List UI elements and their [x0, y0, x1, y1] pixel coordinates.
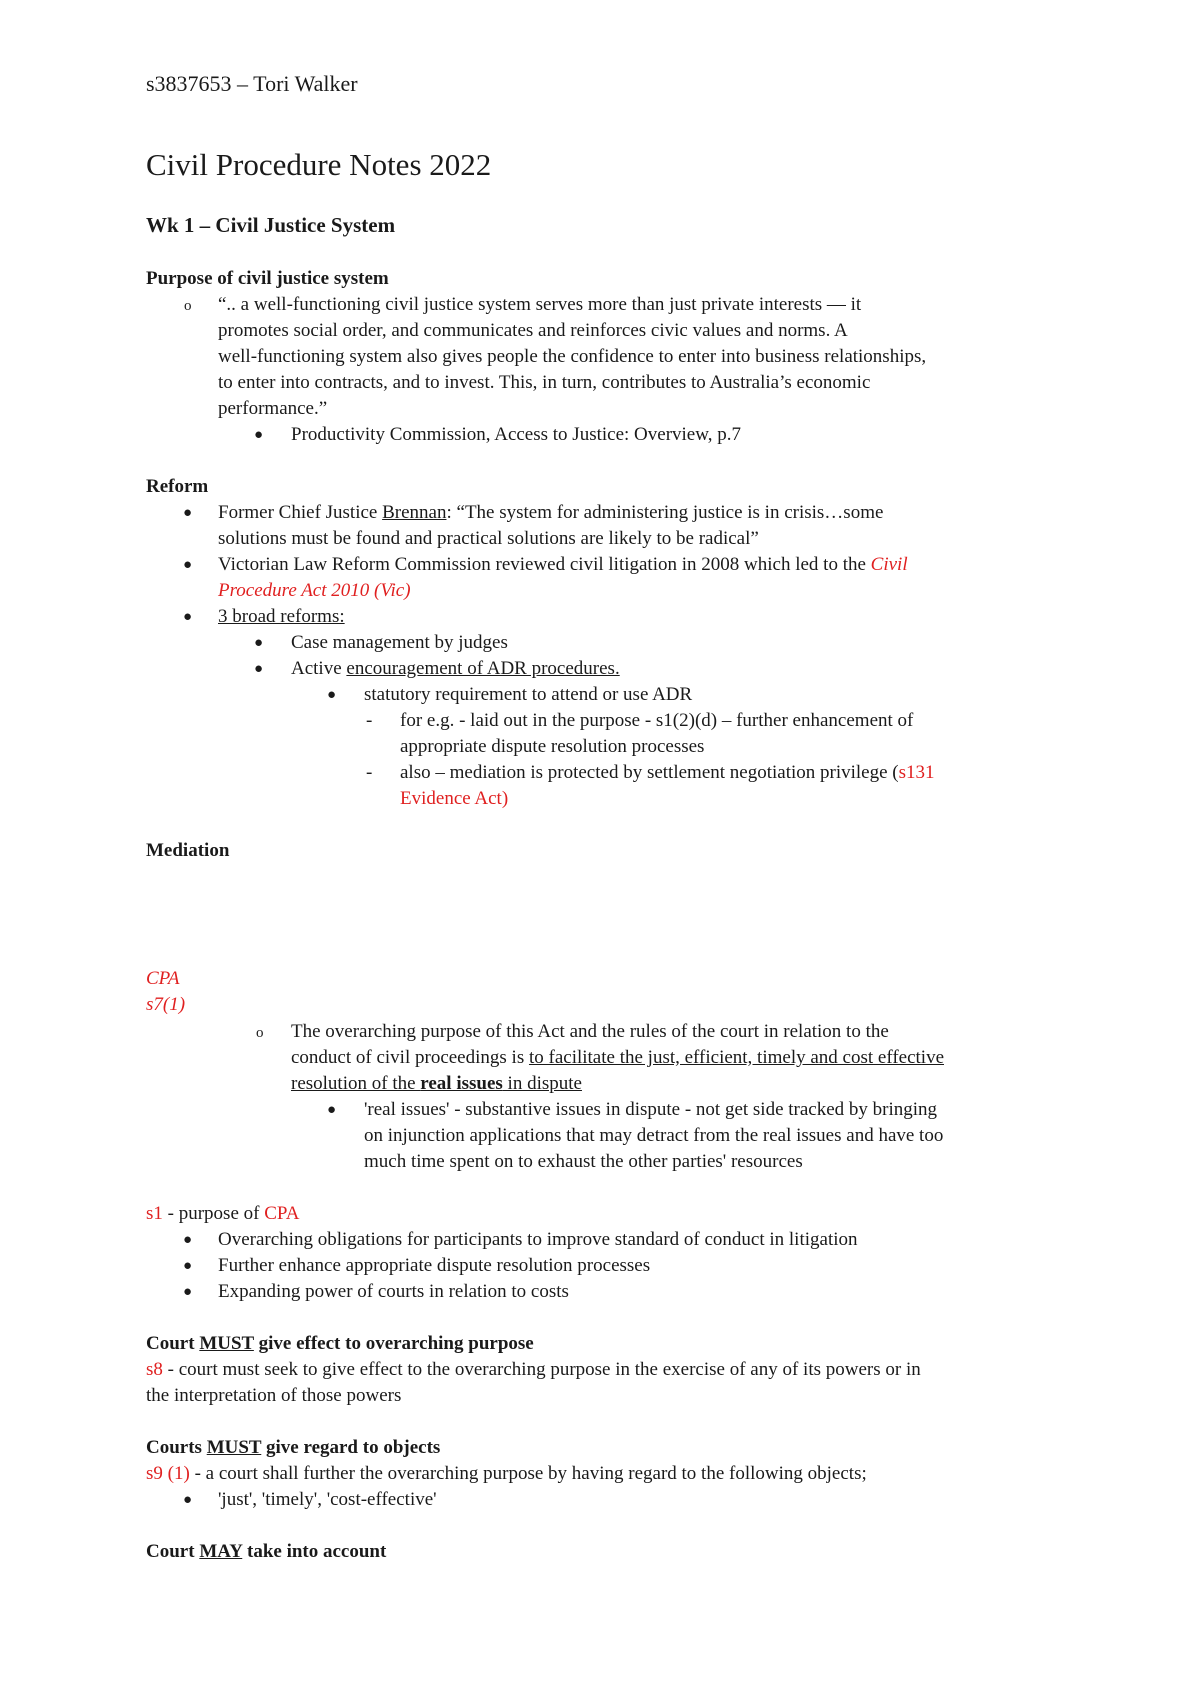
cpa-purpose-line: resolution of the real issues in dispute: [291, 1073, 582, 1094]
mediation-heading: Mediation: [146, 840, 230, 861]
s9-text: s9 (1) - a court shall further the overarching purpose by having regard to the following objects;: [146, 1463, 867, 1484]
bullet-icon: ●: [183, 1258, 193, 1274]
bullet-icon: ●: [183, 1284, 193, 1300]
list-item: 'just', 'timely', 'cost-effective': [218, 1489, 437, 1510]
week-heading: Wk 1 – Civil Justice System: [146, 213, 396, 237]
cpa-purpose-line: The overarching purpose of this Act and the rules of the court in relation to the: [291, 1021, 889, 1042]
s1-heading: s1 - purpose of CPA: [146, 1203, 300, 1224]
real-issues-line: 'real issues' - substantive issues in dispute - not get side tracked by bringing: [364, 1099, 938, 1120]
reform-heading: Reform: [146, 476, 209, 497]
reform-dash-item-cont: appropriate dispute resolution processes: [400, 736, 705, 757]
reform-dash-item-cont: Evidence Act): [400, 788, 509, 809]
bullet-icon: ●: [183, 1492, 193, 1508]
s8-text: s8 - court must seek to give effect to the overarching purpose in the exercise of any of its powers or in: [146, 1359, 921, 1380]
bullet-icon: ●: [254, 427, 264, 443]
dash-bullet-icon: -: [366, 710, 373, 731]
list-item: Further enhance appropriate dispute resolution processes: [218, 1255, 651, 1276]
bullet-icon: ●: [183, 557, 193, 573]
circle-bullet-icon: o: [256, 1025, 264, 1041]
reform-item-broad: 3 broad reforms:: [218, 606, 345, 627]
real-issues-line: on injunction applications that may detract from the real issues and have too: [364, 1125, 944, 1146]
quote-line: to enter into contracts, and to invest. This, in turn, contributes to Australia’s economic: [218, 372, 871, 393]
bullet-icon: ●: [327, 687, 337, 703]
cpa-purpose-line: conduct of civil proceedings is to facilitate the just, efficient, timely and cost effective: [291, 1047, 944, 1068]
bullet-icon: ●: [254, 635, 264, 651]
may-heading: Court MAY take into account: [146, 1541, 387, 1562]
quote-line: performance.”: [218, 398, 328, 419]
quote-line: promotes social order, and communicates and reinforces civic values and norms. A: [218, 320, 848, 341]
bullet-icon: ●: [183, 609, 193, 625]
bullet-icon: ●: [183, 1232, 193, 1248]
reform-item-vlrc: Victorian Law Reform Commission reviewed civil litigation in 2008 which led to the Civil: [218, 554, 908, 575]
list-item: Overarching obligations for participants to improve standard of conduct in litigation: [218, 1229, 858, 1250]
real-issues-line: much time spent on to exhaust the other parties' resources: [364, 1151, 803, 1172]
purpose-heading: Purpose of civil justice system: [146, 268, 389, 289]
reform-sub-statutory: statutory requirement to attend or use ADR: [364, 684, 693, 705]
dash-bullet-icon: -: [366, 762, 373, 783]
document-title: Civil Procedure Notes 2022: [146, 147, 492, 182]
reform-item-brennan-cont: solutions must be found and practical solutions are likely to be radical”: [218, 528, 759, 549]
quote-source: Productivity Commission, Access to Justice: Overview, p.7: [291, 424, 741, 445]
quote-line: well-functioning system also gives people the confidence to enter into business relationships,: [218, 346, 927, 367]
reform-dash-item: also – mediation is protected by settlement negotiation privilege (s131: [400, 762, 935, 783]
s9-heading: Courts MUST give regard to objects: [146, 1437, 441, 1458]
s8-text-cont: the interpretation of those powers: [146, 1385, 402, 1406]
reform-dash-item: for e.g. - laid out in the purpose - s1(2)(d) – further enhancement of: [400, 710, 914, 731]
section-label: s7(1): [146, 994, 186, 1015]
bullet-icon: ●: [183, 505, 193, 521]
reform-sub-case-mgmt: Case management by judges: [291, 632, 508, 653]
reform-item-vlrc-cont: Procedure Act 2010 (Vic): [218, 580, 411, 601]
circle-bullet-icon: o: [184, 298, 192, 314]
bullet-icon: ●: [327, 1102, 337, 1118]
reform-sub-adr: Active encouragement of ADR procedures.: [291, 658, 620, 679]
reform-item-brennan: Former Chief Justice Brennan: “The system for administering justice is in crisis…some: [218, 502, 884, 523]
page-header: s3837653 – Tori Walker: [146, 71, 358, 96]
quote-line: “.. a well-functioning civil justice system serves more than just private interests — it: [218, 294, 862, 315]
bullet-icon: ●: [254, 661, 264, 677]
list-item: Expanding power of courts in relation to costs: [218, 1281, 569, 1302]
cpa-label: CPA: [146, 968, 180, 989]
s8-heading: Court MUST give effect to overarching purpose: [146, 1333, 534, 1354]
